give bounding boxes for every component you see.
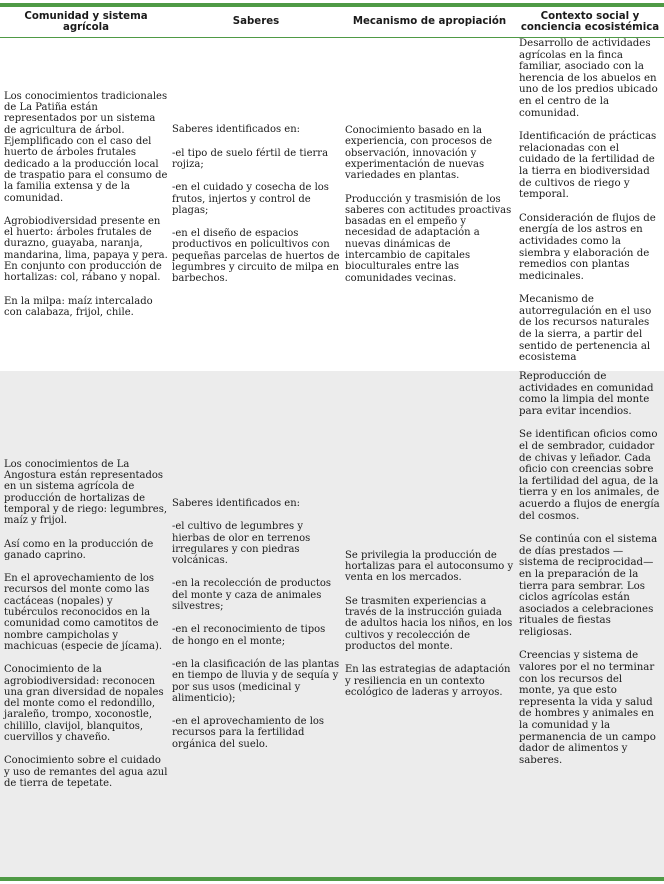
cell-text: Se identifican oficios como el de sembrador, cuidador de chivas y leñador. Cada oficio con creencias sobre la fertilidad del agua, de la tierra y en los animales, de acuerdo a flujos de energía del cosmos. (519, 429, 660, 522)
cell-text: Los conocimientos de La Angostura están representados en un sistema agrícola de producción de hortalizas de temporal y de riego: legumbres, maíz y frijol. (4, 458, 168, 527)
header-comunidad: Comunidad y sistema agrícola (24, 10, 148, 33)
cell-text: -el cultivo de legumbres y hierbas de olor en terrenos irregulares y con piedras volcánicas. (172, 521, 311, 567)
cell-mecanismo (345, 371, 514, 877)
top-rule (0, 3, 664, 7)
cell-text: Conocimiento de la agrobiodiversidad: reconocen una gran diversidad de nopales del monte como el redondillo, jaraleño, trompo, xoconostle, chilillo, clavijol, blanquitos, cuervillos y chaveño. (4, 664, 164, 744)
cell-text: En las estrategias de adaptación y resiliencia en un contexto ecológico de laderas y arroyos. (345, 664, 511, 698)
cell-contexto (519, 38, 661, 371)
cell-text: Así como en la producción de ganado caprino. (4, 538, 154, 561)
cell-text: Identificación de prácticas relacionadas con el cuidado de la fertilidad de la tierra en biodiversidad de cultivos de riego y temporal. (519, 131, 657, 201)
cell-text: Se continúa con el sistema de días prestados —sistema de reciprocidad— en la preparación de la tierra para sembrar. Los ciclos agrícolas están asociados a celebraciones rituales de fiestas religiosas. (519, 534, 658, 638)
table-row (0, 371, 664, 877)
cell-text: Se privilegia la producción de hortalizas para el autoconsumo y venta en los mercados. (345, 549, 514, 584)
cell-text: Consideración de flujos de energía de los astros en actividades como la siembra y elaboración de remedios con plantas medicinales. (519, 212, 656, 282)
cell-text: En la milpa: maíz intercalado con calabaza, frijol, chile. (4, 295, 153, 318)
cell-text: Mecanismo de autorregulación en el uso de los recursos naturales de la sierra, a partir del sentido de pertenencia al ecosistema (519, 294, 652, 364)
cell-text: Saberes identificados en: (172, 497, 301, 509)
cell-text: Reproducción de actividades en comunidad como la limpia del monte para evitar incendios. (519, 371, 654, 417)
cell-text: Saberes identificados en: (172, 124, 301, 136)
cell-text: -en el aprovechamiento de los recursos para la fertilidad orgánica del suelo. (172, 716, 325, 750)
table-header (0, 8, 664, 36)
cell-text: Conocimiento sobre el cuidado y uso de remantes del agua azul de tierra de tepetate. (4, 755, 168, 789)
cell-mecanismo (345, 38, 514, 371)
cell-text: -en el reconocimiento de tipos de hongo en el monte; (172, 624, 326, 647)
cell-text: -en el diseño de espacios productivos en policultivos con pequeñas parcelas de huertos de legumbres y circuito de milpa en barbechos. (172, 228, 340, 285)
header-saberes: Saberes (232, 16, 280, 28)
cell-text: -en la recolección de productos del monte y caza de animales silvestres; (172, 578, 332, 613)
cell-text: Se trasmiten experiencias a través de la instrucción guiada de adultos hacia los niños, en los cultivos y recolección de productos del monte. (345, 595, 513, 652)
bottom-rule (0, 877, 664, 881)
cell-comunidad (4, 371, 168, 877)
cell-text: -el tipo de suelo fértil de tierra rojiza; (172, 147, 329, 170)
cell-comunidad (4, 38, 168, 371)
header-contexto: Contexto social y conciencia ecosistémica (520, 10, 660, 33)
cell-text: En el aprovechamiento de los recursos del monte como las cactáceas (nopales) y tubérculos reconocidos en la comunidad como camotitos de nombre campicholas y machicuas (especie de jícama). (4, 573, 163, 652)
table-row (0, 38, 664, 371)
cell-text: Desarrollo de actividades agrícolas en la finca familiar, asociado con la herencia de los abuelos en uno de los predios ubicado en el centro de la comunidad. (519, 38, 658, 119)
cell-text: -en la clasificación de las plantas en tiempo de lluvia y de sequía y por sus usos (medicinal y alimenticio); (172, 658, 340, 704)
cell-saberes (172, 371, 340, 877)
cell-saberes (172, 38, 340, 371)
header-mecanismo: Mecanismo de apropiación (352, 16, 507, 28)
cell-text: Agrobiodiversidad presente en el huerto: árboles frutales de durazno, guayaba, naranja, mandarina, lima, papaya y pera. En conjunto con producción de hortalizas: col, rábano y nopal. (4, 215, 168, 284)
cell-text: Producción y trasmisión de los saberes con actitudes proactivas basadas en el empeño y necesidad de adaptación a nuevas dinámicas de intercambio de capitales bioculturales entre las comunidades vecinas. (345, 193, 512, 284)
cell-text: Conocimiento basado en la experiencia, con procesos de observación, innovación y experimentación de nuevas variedades en plantas. (345, 125, 493, 182)
cell-text: Los conocimientos tradicionales de La Patiña están representados por un sistema de agricultura de árbol. Ejemplificado con el caso del huerto de árboles frutales dedicado a la producción local de traspatio para el consumo de la familia extensa y de la comunidad. (4, 90, 168, 204)
cell-text: Creencias y sistema de valores por el no terminar con los recursos del monte, ya que esto representa la vida y salud de hombres y animales en la comunidad y la permanencia de un campo dador de alimentos y saberes. (519, 650, 656, 766)
cell-text: -en el cuidado y cosecha de los frutos, injertos y control de plagas; (172, 182, 329, 216)
cell-contexto (519, 371, 661, 877)
